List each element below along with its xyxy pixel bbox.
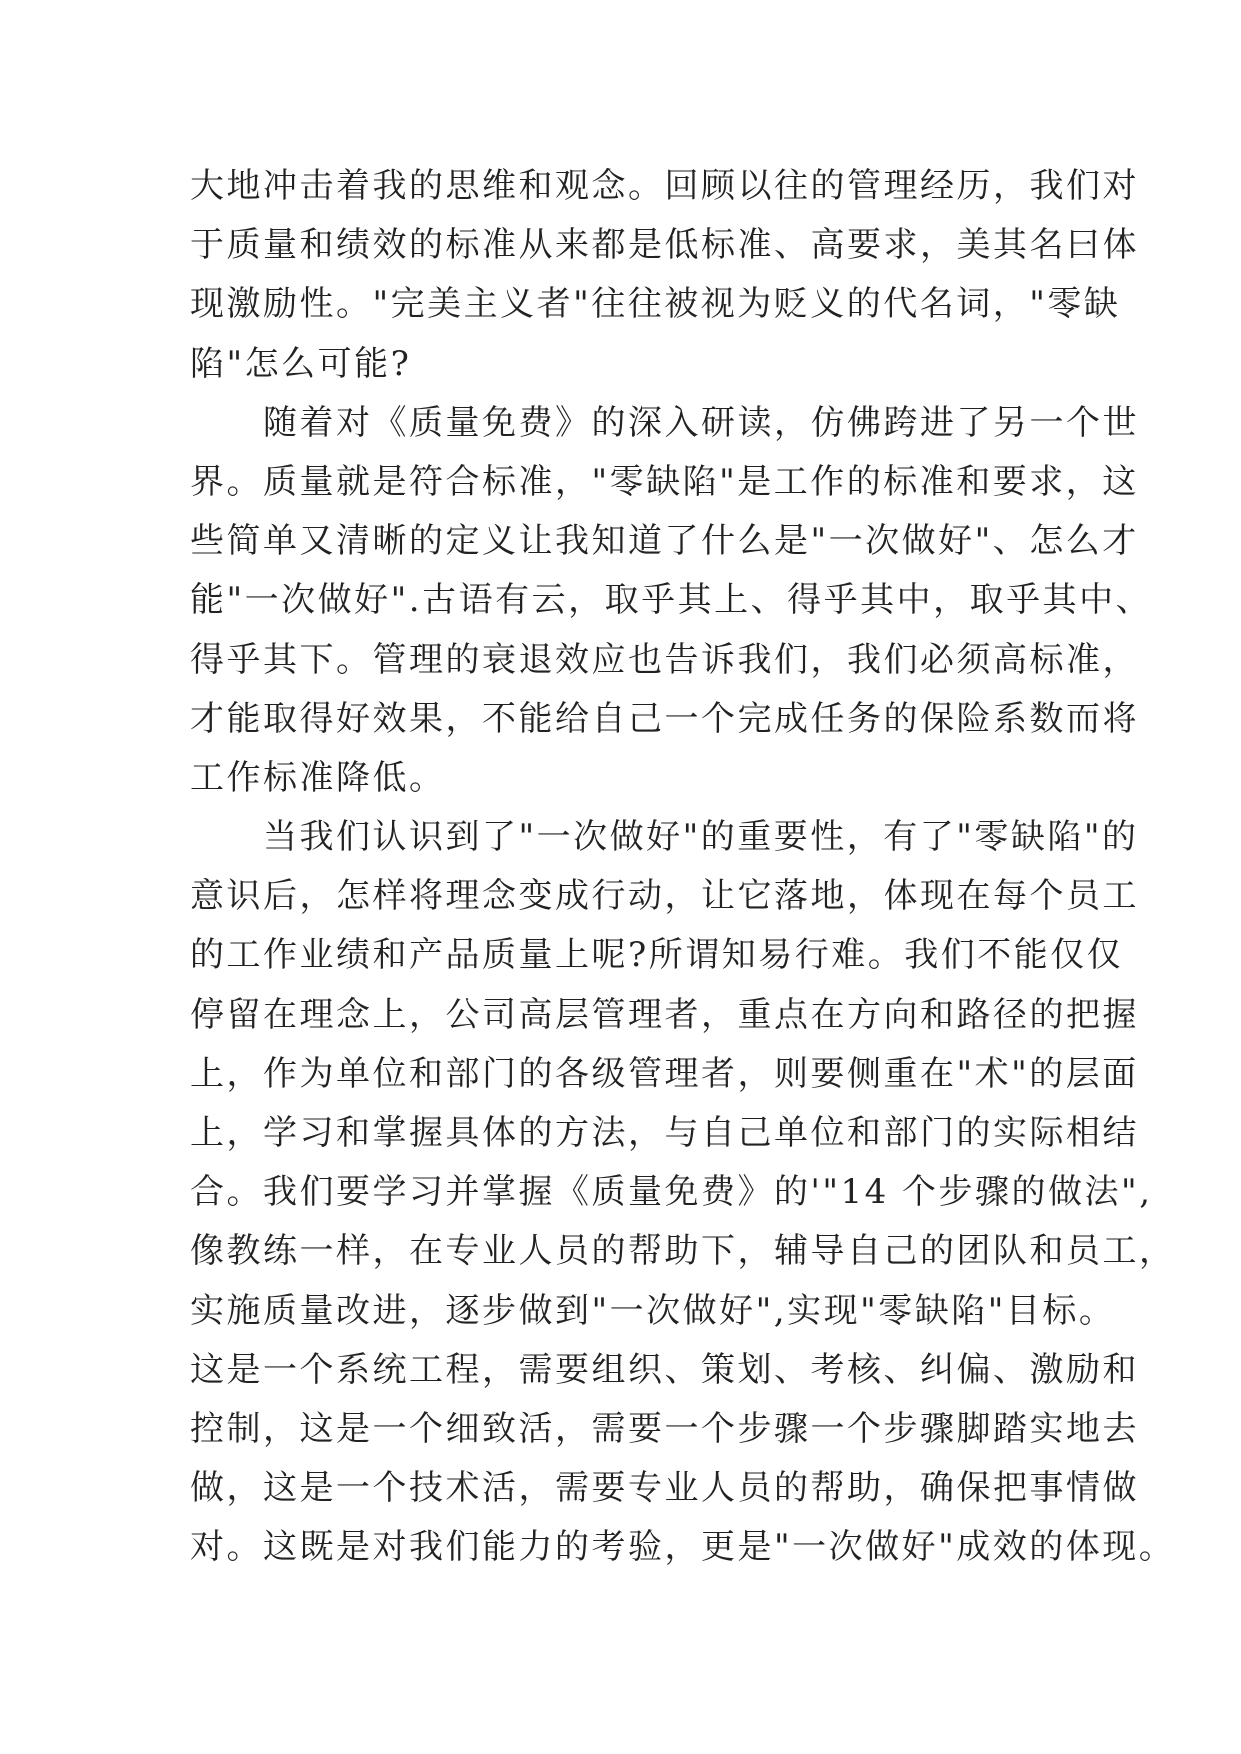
body-text xyxy=(190,157,1176,1578)
text-line: 停留在理念上，公司高层管理者，重点在方向和路径的把握 xyxy=(190,994,1139,1035)
text-line: 的工作业绩和产品质量上呢?所谓知易行难。我们不能仅仅 xyxy=(190,935,1124,976)
text-line: 能"一次做好".古语有云，取乎其上、得乎其中，取乎其中、 xyxy=(190,580,1153,621)
text-line: 像教练一样，在专业人员的帮助下，辅导自己的团队和员工， xyxy=(190,1231,1176,1272)
text-line: 工作标准降低。 xyxy=(190,757,446,798)
text-line: 现激励性。"完美主义者"往往被视为贬义的代名词，"零缺 xyxy=(190,284,1121,325)
text-line: 上，作为单位和部门的各级管理者，则要侧重在"术"的层面 xyxy=(190,1053,1139,1094)
text-line: 界。质量就是符合标准，"零缺陷"是工作的标准和要求，这 xyxy=(190,461,1139,502)
text-line: 实施质量改进，逐步做到"一次做好",实现"零缺陷"目标。 xyxy=(190,1290,1116,1331)
text-line: 上，学习和掌握具体的方法，与自己单位和部门的实际相结 xyxy=(190,1113,1139,1153)
text-line: 于质量和绩效的标准从来都是低标准、高要求，美其名曰体 xyxy=(190,225,1139,266)
text-line: 控制，这是一个细致活，需要一个步骤一个步骤脚踏实地去 xyxy=(190,1408,1139,1449)
text-line: 当我们认识到了"一次做好"的重要性，有了"零缺陷"的 xyxy=(190,817,1139,858)
text-line: 意识后，怎样将理念变成行动，让它落地，体现在每个员工 xyxy=(190,876,1139,917)
text-line: 大地冲击着我的思维和观念。回顾以往的管理经历，我们对 xyxy=(190,166,1139,206)
text-line: 做，这是一个技术活，需要专业人员的帮助，确保把事情做 xyxy=(190,1468,1139,1509)
text-line: 这是一个系统工程，需要组织、策划、考核、纠偏、激励和 xyxy=(190,1349,1139,1390)
text-line: 才能取得好效果，不能给自己一个完成任务的保险系数而将 xyxy=(190,698,1139,739)
text-line: 随着对《质量免费》的深入研读，仿佛跨进了另一个世 xyxy=(190,402,1139,443)
text-line: 些简单又清晰的定义让我知道了什么是"一次做好"、怎么才 xyxy=(190,521,1139,562)
text-line: 得乎其下。管理的衰退效应也告诉我们，我们必须高标准， xyxy=(190,639,1139,680)
text-line: 合。我们要学习并掌握《质量免费》的'"14 个步骤的做法", xyxy=(190,1172,1153,1213)
text-line: 对。这既是对我们能力的考验，更是"一次做好"成效的体现。 xyxy=(190,1527,1176,1568)
text-line: 陷"怎么可能? xyxy=(190,343,412,384)
